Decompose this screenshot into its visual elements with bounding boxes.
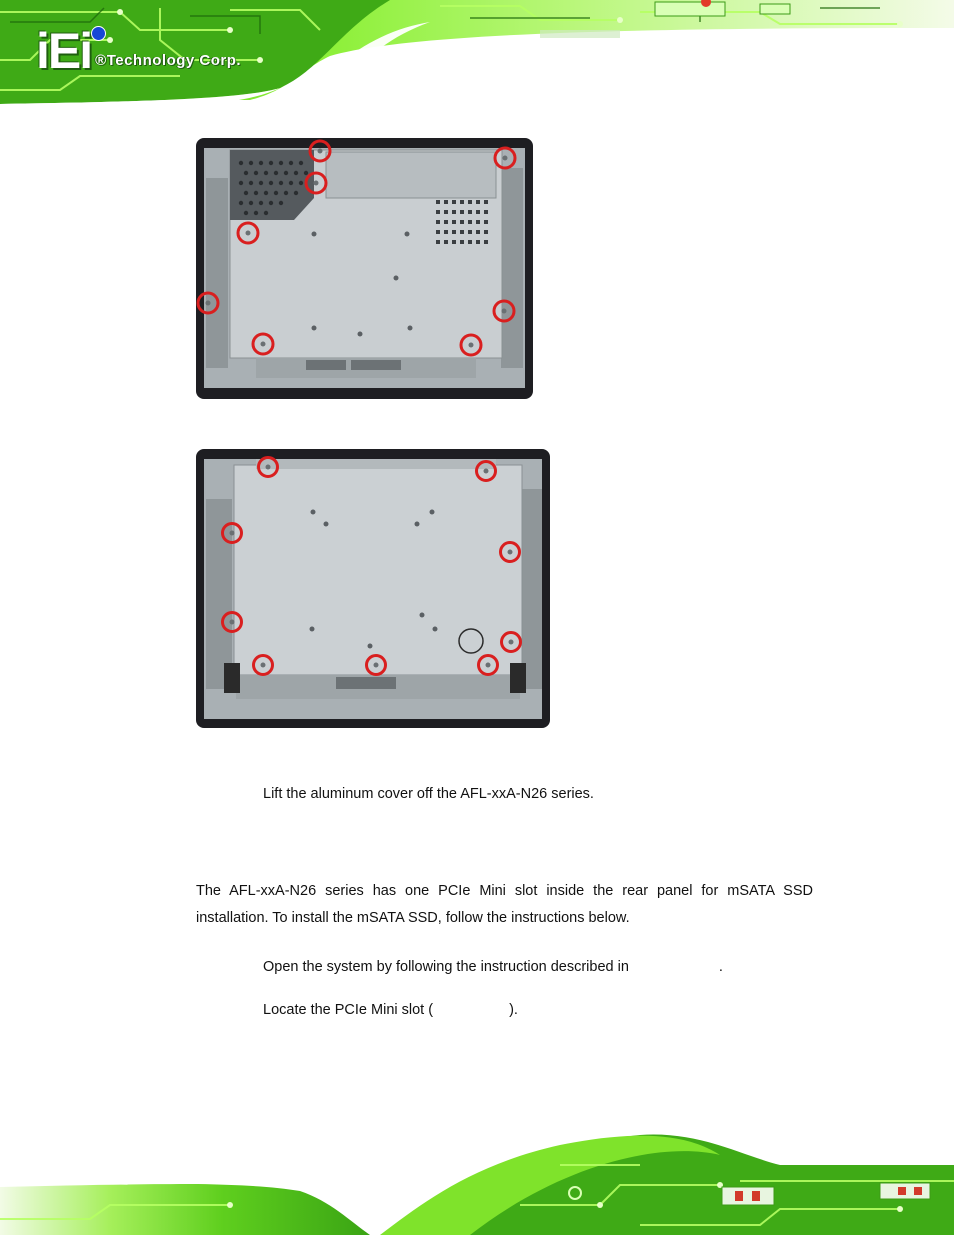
circuit-board-footer-graphic xyxy=(0,1125,954,1235)
header-banner xyxy=(0,0,954,112)
rear-panel-screws-photo-large xyxy=(196,449,550,728)
rear-panel-screws-photo-small xyxy=(196,138,533,399)
footer-banner xyxy=(0,1125,954,1235)
step-locate-slot xyxy=(263,1001,518,1019)
rear-panel-photo-1 xyxy=(196,138,533,399)
msata-intro-paragraph: The AFL-xxA-N26 series has one PCIe Mini slot inside the rear panel for mSATA SSD installation. To install the mSATA SSD, follow the instructions below. xyxy=(196,883,813,926)
step-open-system xyxy=(263,958,723,976)
rear-panel-photo-2 xyxy=(196,449,550,728)
company-name: ®Technology Corp. xyxy=(95,52,242,69)
step-lift-cover: Lift the aluminum cover off the AFL-xxA-N26 series. xyxy=(263,786,594,802)
step-locate-slot-text: Locate the PCIe Mini slot ( xyxy=(263,1002,434,1018)
step-open-system-text: Open the system by following the instruction described in xyxy=(263,959,629,975)
logo-dot xyxy=(91,26,106,41)
logo-mark: iEi xyxy=(36,23,92,79)
step-locate-slot-end: ). xyxy=(509,1002,518,1018)
step-open-system-end: . xyxy=(718,959,723,975)
company-logo xyxy=(36,23,242,79)
